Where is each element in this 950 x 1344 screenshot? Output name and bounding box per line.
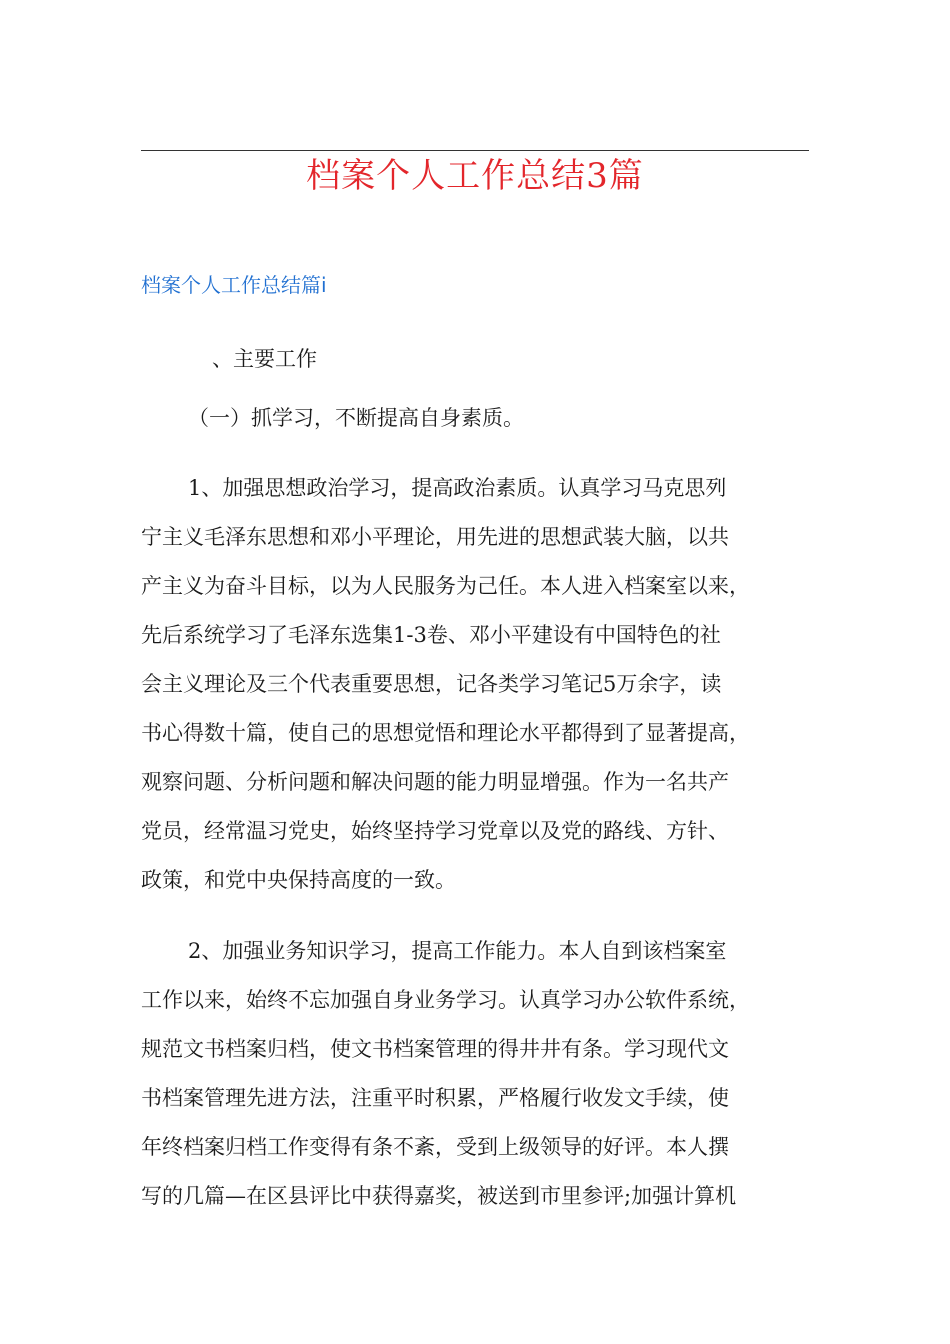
- paragraph1-line: 产主义为奋斗目标，以为人民服务为己任。本人进入档案室以来，: [141, 574, 750, 598]
- paragraph2-line: 规范文书档案归档，使文书档案管理的得井井有条。学习现代文: [141, 1037, 729, 1061]
- title-rule: [141, 150, 809, 151]
- section-heading: 档案个人工作总结篇i: [141, 273, 327, 297]
- paragraph1-line: 会主义理论及三个代表重要思想，记各类学习笔记5万余字，读: [141, 672, 722, 696]
- paragraph1-line: 宁主义毛泽东思想和邓小平理论，用先进的思想武装大脑，以共: [141, 525, 729, 549]
- paragraph2-line: 年终档案归档工作变得有条不紊，受到上级领导的好评。本人撰: [141, 1135, 729, 1159]
- heading-main-work: 、主要工作: [212, 347, 317, 371]
- paragraph1-line: 先后系统学习了毛泽东选集1-3卷、邓小平建设有中国特色的社: [141, 623, 721, 647]
- paragraph2-line: 书档案管理先进方法，注重平时积累，严格履行收发文手续，使: [141, 1086, 729, 1110]
- paragraph1-line: 党员，经常温习党史，始终坚持学习党章以及党的路线、方针、: [141, 819, 729, 843]
- paragraph1-line: 1、加强思想政治学习，提高政治素质。认真学习马克思列: [188, 476, 727, 500]
- document-title: 档案个人工作总结3篇: [306, 156, 644, 196]
- paragraph1-line: 观察问题、分析问题和解决问题的能力明显增强。作为一名共产: [141, 770, 729, 794]
- heading-study: （一）抓学习，不断提高自身素质。: [188, 406, 524, 430]
- paragraph2-line: 写的几篇—在区县评比中获得嘉奖，被送到市里参评;加强计算机: [141, 1184, 737, 1208]
- paragraph1-line: 书心得数十篇，使自己的思想觉悟和理论水平都得到了显著提高，: [141, 721, 750, 745]
- paragraph1-line: 政策，和党中央保持高度的一致。: [141, 868, 456, 892]
- paragraph2-line: 2、加强业务知识学习，提高工作能力。本人自到该档案室: [188, 939, 727, 963]
- paragraph2-line: 工作以来，始终不忘加强自身业务学习。认真学习办公软件系统，: [141, 988, 750, 1012]
